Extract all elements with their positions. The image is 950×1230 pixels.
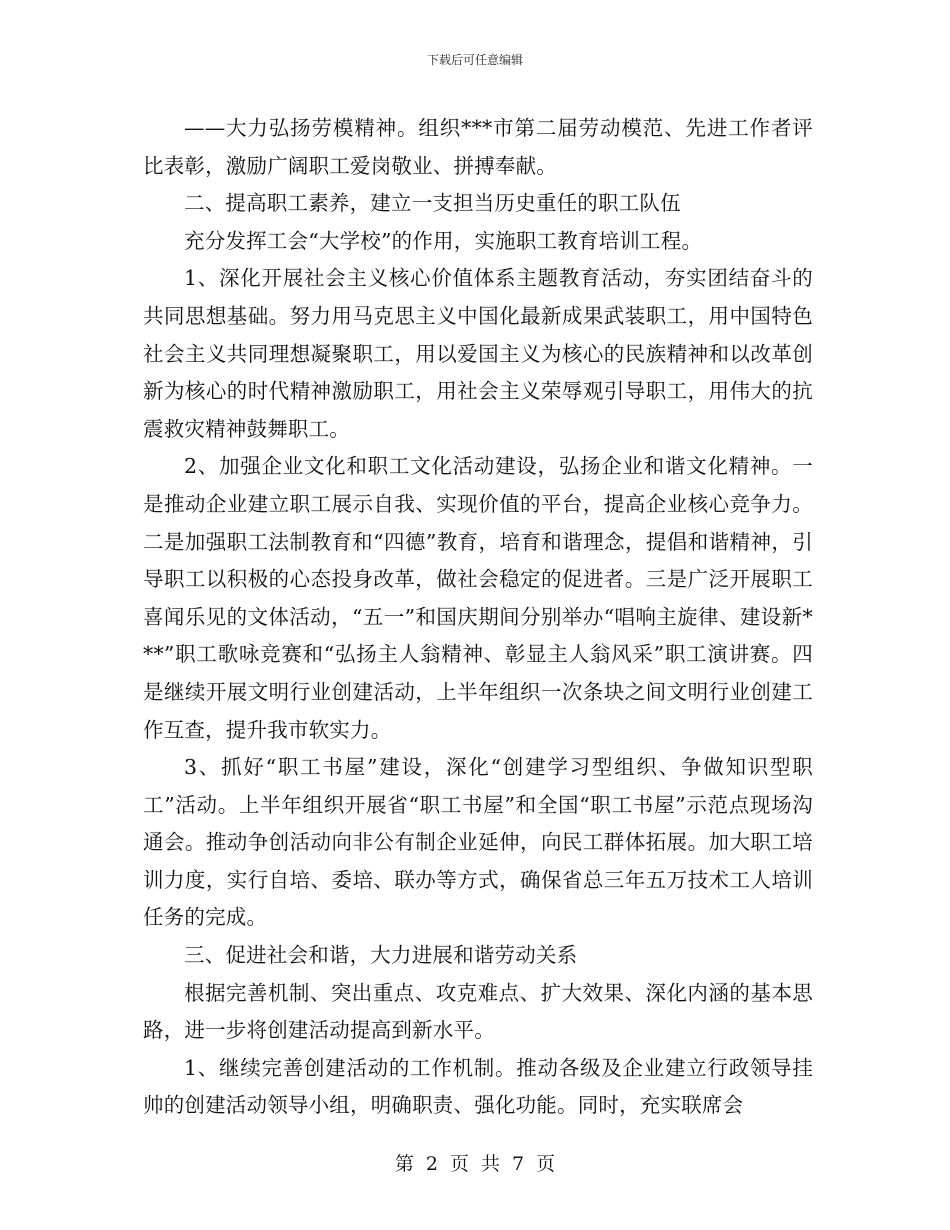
page-number: 第 2 页 共 7 页 <box>394 1153 556 1175</box>
body-paragraph: 1、继续完善创建活动的工作机制。推动各级及企业建立行政领导挂帅的创建活动领导小组，明确职责、强化功能。同时，充实联席会 <box>143 1055 813 1118</box>
page-header-note: 下载后可任意编辑 <box>426 53 523 67</box>
body-paragraph: 根据完善机制、突出重点、攻克难点、扩大效果、深化内涵的基本思路，进一步将创建活动提高到新水平。 <box>143 980 813 1043</box>
body-paragraph: 3、抓好“职工书屋”建设，深化“创建学习型组织、争做知识型职工”活动。上半年组织开展省“职工书屋”和全国“职工书屋”示范点现场沟通会。推动争创活动向非公有制企业延伸，向民工群体拓展。加大职工培训力度，实行自培、委培、联办等方式，确保省总三年五万技术工人培训任务的完成。 <box>143 755 813 930</box>
document-body <box>143 110 813 1125</box>
section-heading: 三、促进社会和谐，大力进展和谐劳动关系 <box>184 943 578 968</box>
body-paragraph: 2、加强企业文化和职工文化活动建设，弘扬企业和谐文化精神。一是推动企业建立职工展示自我、实现价值的平台，提高企业核心竞争力。二是加强职工法制教育和“四德”教育，培育和谐理念，提倡和谐精神，引导职工以积极的心态投身改革，做社会稳定的促进者。三是广泛开展职工喜闻乐见的文体活动，“五一”和国庆期间分别举办“唱响主旋律、建设新***”职工歌咏竞赛和“弘扬主人翁精神、彰显主人翁风采”职工演讲赛。四是继续开展文明行业创建活动，上半年组织一次条块之间文明行业创建工作互查，提升我市软实力。 <box>143 454 813 742</box>
section-heading: 二、提高职工素养，建立一支担当历史重任的职工队伍 <box>184 191 681 216</box>
body-paragraph: 充分发挥工会“大学校”的作用，实施职工教育培训工程。 <box>184 228 703 253</box>
body-paragraph: 1、深化开展社会主义核心价值体系主题教育活动，夯实团结奋斗的共同思想基础。努力用马克思主义中国化最新成果武装职工，用中国特色社会主义共同理想凝聚职工，用以爱国主义为核心的民族精神和以改革创新为核心的时代精神激励职工，用社会主义荣辱观引导职工，用伟大的抗震救灾精神鼓舞职工。 <box>143 266 813 441</box>
body-paragraph: ——大力弘扬劳模精神。组织***市第二届劳动模范、先进工作者评比表彰，激励广阔职工爱岗敬业、拼搏奉献。 <box>143 116 813 178</box>
